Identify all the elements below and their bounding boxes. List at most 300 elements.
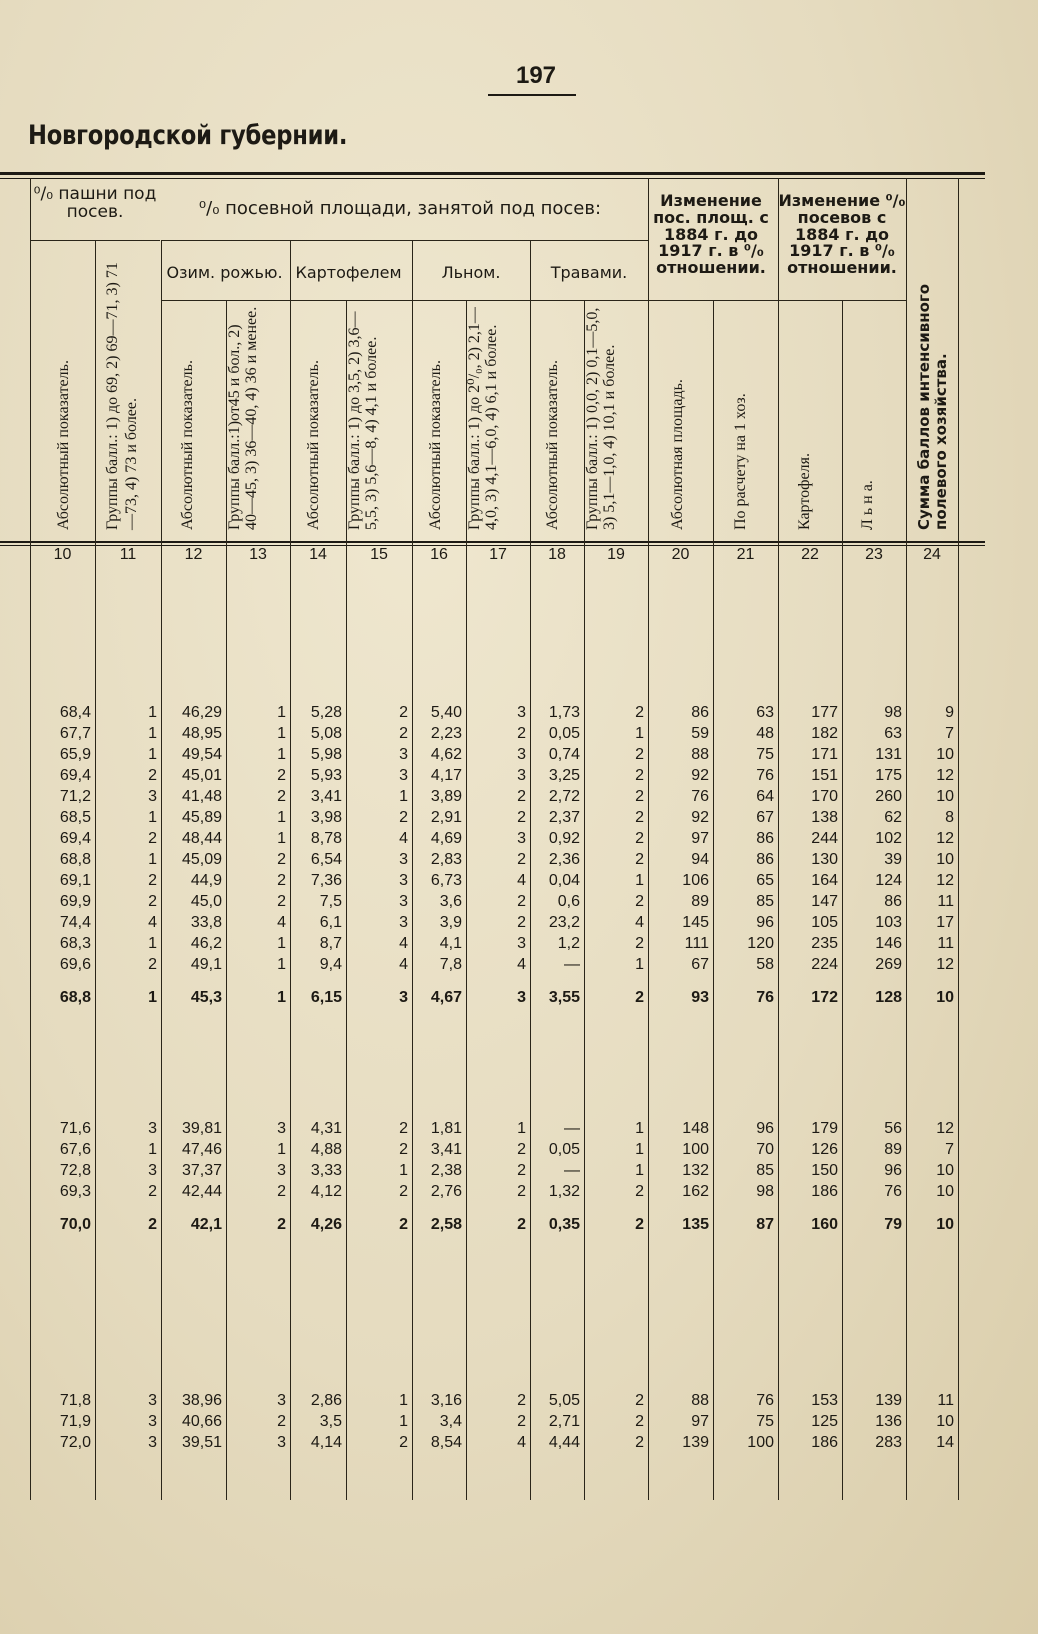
column-number: 10 [53, 546, 72, 563]
table-cell: 235 [811, 935, 838, 952]
table-cell: 68,3 [59, 935, 91, 952]
summary-cell: 76 [756, 989, 774, 1006]
table-cell: 1 [635, 1120, 644, 1137]
summary-cell: 4,26 [310, 1216, 342, 1233]
table-cell: 6,54 [310, 851, 342, 868]
table-cell: 49,54 [181, 746, 222, 763]
table-cell: 8,54 [430, 1434, 462, 1451]
table-cell: 89 [691, 893, 709, 910]
table-cell: 1 [399, 1162, 408, 1179]
table-cell: 2 [399, 1120, 408, 1137]
table-cell: 85 [756, 893, 774, 910]
table-cell: 3 [517, 704, 526, 721]
table-cell: 10 [936, 1183, 954, 1200]
table-cell: 97 [691, 1413, 709, 1430]
header-rye: Озим. рожью. [166, 263, 283, 282]
table-cell: 148 [682, 1120, 709, 1137]
table-cell: 2 [635, 746, 644, 763]
header-flax: Льном. [441, 263, 501, 282]
table-cell: 2,76 [430, 1183, 462, 1200]
table-cell: 1 [517, 1120, 526, 1137]
table-cell: 2 [517, 914, 526, 931]
table-cell: 11 [937, 935, 954, 952]
table-cell: 124 [875, 872, 902, 889]
table-cell: 45,0 [190, 893, 222, 910]
table-cell: 4,12 [310, 1183, 342, 1200]
table-cell: 94 [691, 851, 709, 868]
table-cell: 3 [517, 830, 526, 847]
table-cell: 98 [884, 704, 902, 721]
table-cell: 48,95 [181, 725, 222, 742]
table-cell: 1 [148, 704, 157, 721]
table-cell: 1 [148, 851, 157, 868]
table-cell: 3 [517, 767, 526, 784]
table-cell: 2 [517, 1183, 526, 1200]
table-cell: 145 [682, 914, 709, 931]
table-cell: 3 [399, 914, 408, 931]
table-cell: 2 [277, 788, 286, 805]
table-cell: 1,2 [557, 935, 580, 952]
table-cell: 12 [936, 830, 954, 847]
table-cell: 63 [756, 704, 774, 721]
table-cell: 1 [277, 809, 286, 826]
table-cell: 2,38 [430, 1162, 462, 1179]
table-cell: 48 [756, 725, 774, 742]
table-cell: 69,3 [59, 1183, 91, 1200]
table-cell: 98 [756, 1183, 774, 1200]
table-cell: 105 [811, 914, 838, 931]
table-cell: 2,37 [548, 809, 580, 826]
table-cell: 10 [936, 851, 954, 868]
column-number: 19 [607, 546, 625, 563]
table-cell: 1 [277, 956, 286, 973]
table-cell: 4 [635, 914, 644, 931]
header-per-farm: По расчету на 1 хоз. [732, 393, 749, 530]
table-cell: 111 [684, 935, 709, 952]
summary-cell: 42,1 [190, 1216, 222, 1233]
table-cell: 126 [811, 1141, 838, 1158]
table-cell: 1,73 [548, 704, 580, 721]
table-cell: 2 [635, 830, 644, 847]
table-cell: — [564, 1120, 580, 1137]
header-abs-area: Абсолютная площадь. [669, 379, 686, 530]
table-cell: 2,72 [548, 788, 580, 805]
table-cell: 88 [691, 1392, 709, 1409]
table-cell: 71,9 [59, 1413, 91, 1430]
table-cell: 47,46 [181, 1141, 222, 1158]
table-cell: 76 [691, 788, 709, 805]
table-cell: 86 [756, 830, 774, 847]
table-cell: 96 [756, 1120, 774, 1137]
summary-cell: 3 [399, 989, 408, 1006]
summary-cell: 2 [635, 989, 644, 1006]
table-cell: 2 [635, 851, 644, 868]
header-sown-area: ⁰/₀ посевной площади, занятой под посев: [198, 198, 602, 219]
table-cell: 4,88 [310, 1141, 342, 1158]
summary-cell: 2 [635, 1216, 644, 1233]
table-cell: 125 [811, 1413, 838, 1430]
table-cell: 10 [936, 746, 954, 763]
table-cell: 8,78 [310, 830, 342, 847]
table-cell: 2 [399, 1141, 408, 1158]
table-cell: 41,48 [181, 788, 222, 805]
column-number: 16 [430, 546, 448, 563]
table-cell: 2 [148, 893, 157, 910]
table-cell: 2 [148, 872, 157, 889]
table-cell: 2 [399, 704, 408, 721]
table-cell: 4,14 [310, 1434, 342, 1451]
table-cell: 0,92 [548, 830, 580, 847]
summary-cell: 3 [517, 989, 526, 1006]
table-cell: 45,89 [181, 809, 222, 826]
table-cell: 186 [811, 1183, 838, 1200]
summary-cell: 0,35 [548, 1216, 580, 1233]
summary-cell: 10 [936, 1216, 954, 1233]
table-cell: 68,8 [59, 851, 91, 868]
table-cell: 68,4 [59, 704, 91, 721]
header-grass: Травами. [550, 263, 628, 282]
column-number: 21 [736, 546, 755, 563]
table-cell: 3,41 [310, 788, 342, 805]
table-cell: 12 [936, 767, 954, 784]
summary-cell: 2,58 [430, 1216, 462, 1233]
table-cell: 2 [148, 767, 157, 784]
table-cell: 2 [517, 809, 526, 826]
table-cell: 67,7 [59, 725, 91, 742]
table-cell: 23,2 [548, 914, 580, 931]
table-cell: 2 [277, 893, 286, 910]
summary-cell: 1 [148, 989, 157, 1006]
table-cell: 106 [682, 872, 709, 889]
table-cell: 260 [875, 788, 902, 805]
table-cell: 3 [277, 1434, 286, 1451]
table-cell: 6,1 [319, 914, 342, 931]
table-cell: 1 [277, 830, 286, 847]
table-cell: 2 [635, 1434, 644, 1451]
table-cell: 2,86 [310, 1392, 342, 1409]
column-number: 24 [923, 546, 941, 563]
table-cell: 139 [875, 1392, 902, 1409]
table-cell: 175 [875, 767, 902, 784]
table-cell: 102 [875, 830, 902, 847]
table-cell: 1 [148, 725, 157, 742]
table-cell: 1 [148, 809, 157, 826]
table-cell: 3,5 [319, 1413, 342, 1430]
header-grass-groups: Группы балл.: 1) 0,0, 2) 0,1—5,0, 3) 5,1—1,0, 4) 10,1 и более. [584, 307, 618, 530]
table-cell: 42,44 [181, 1183, 222, 1200]
table-cell: 75 [756, 746, 774, 763]
table-cell: 1 [635, 1162, 644, 1179]
summary-cell: 172 [811, 989, 838, 1006]
table-cell: 0,05 [548, 725, 580, 742]
table-cell: 150 [811, 1162, 838, 1179]
table-cell: 2 [148, 1183, 157, 1200]
summary-cell: 79 [884, 1216, 902, 1233]
table-cell: 0,6 [557, 893, 580, 910]
table-cell: 1 [148, 1141, 157, 1158]
table-cell: 48,44 [181, 830, 222, 847]
column-number: 13 [249, 546, 267, 563]
table-cell: 138 [811, 809, 838, 826]
table-cell: 3,4 [439, 1413, 462, 1430]
table-cell: 89 [884, 1141, 902, 1158]
table-cell: 39 [884, 851, 902, 868]
table-cell: 7,36 [310, 872, 342, 889]
column-number: 22 [801, 546, 819, 563]
top-rule [0, 172, 985, 175]
table-cell: 103 [875, 914, 902, 931]
table-cell: 2 [635, 1413, 644, 1430]
table-cell: 5,98 [310, 746, 342, 763]
table-cell: 2 [148, 830, 157, 847]
table-cell: 7 [945, 1141, 954, 1158]
header-flax-groups: Группы балл.: 1) до 2⁰/₀, 2) 2,1—4,0, 3) 4,1—6,0, 4) 6,1 и более. [466, 307, 500, 530]
header-arable-groups: Группы балл.: 1) до 69, 2) 69—71, 3) 71—73, 4) 73 и более. [104, 262, 140, 530]
table-cell: 2 [635, 1392, 644, 1409]
table-cell: 2 [399, 1183, 408, 1200]
page-title: Новгородской губернии. [28, 120, 348, 151]
table-cell: 1 [635, 956, 644, 973]
table-cell: 11 [937, 1392, 954, 1409]
table-cell: 72,8 [59, 1162, 91, 1179]
table-cell: 1 [399, 1413, 408, 1430]
table-cell: 2 [517, 1392, 526, 1409]
table-cell: 2 [635, 767, 644, 784]
page-number: 197 [515, 62, 557, 89]
table-cell: 162 [682, 1183, 709, 1200]
table-cell: 2 [517, 1141, 526, 1158]
column-number: 20 [671, 546, 690, 563]
table-cell: 3 [517, 935, 526, 952]
table-cell: 2 [399, 809, 408, 826]
table-cell: 2,23 [430, 725, 462, 742]
table-cell: 1 [277, 704, 286, 721]
table-cell: 69,6 [59, 956, 91, 973]
table-cell: 1 [399, 788, 408, 805]
table-cell: — [564, 1162, 580, 1179]
table-cell: 3,98 [310, 809, 342, 826]
column-rule [958, 178, 959, 1500]
page-number-rule [488, 94, 576, 96]
table-cell: 76 [756, 1392, 774, 1409]
summary-cell: 45,3 [190, 989, 222, 1006]
table-cell: 65,9 [59, 746, 91, 763]
column-number: 18 [548, 546, 566, 563]
table-cell: 2 [277, 872, 286, 889]
table-cell: 3,16 [430, 1392, 462, 1409]
header-rye-abs: Абсолютный показатель. [179, 360, 196, 530]
table-cell: 46,2 [190, 935, 222, 952]
table-cell: 39,51 [181, 1434, 222, 1451]
table-cell: 5,28 [310, 704, 342, 721]
table-cell: 5,08 [310, 725, 342, 742]
table-cell: 4,62 [430, 746, 462, 763]
table-cell: 3 [148, 1162, 157, 1179]
header-potato-groups: Группы балл.: 1) до 3,5, 2) 3,6—5,5, 3) 5,6—8, 4) 4,1 и более. [346, 311, 380, 530]
table-cell: 59 [691, 725, 709, 742]
summary-cell: 128 [875, 989, 902, 1006]
table-cell: 120 [747, 935, 774, 952]
header-arable-abs: Абсолютный показатель. [55, 360, 72, 530]
table-cell: 3,25 [548, 767, 580, 784]
summary-cell: 68,8 [59, 989, 91, 1006]
table-cell: 67 [691, 956, 709, 973]
table-cell: 4 [517, 1434, 526, 1451]
table-cell: 2 [399, 1434, 408, 1451]
table-cell: 92 [691, 767, 709, 784]
summary-cell: 93 [691, 989, 709, 1006]
table-cell: 1,81 [430, 1120, 462, 1137]
summary-cell: 160 [811, 1216, 838, 1233]
table-cell: 3 [277, 1120, 286, 1137]
table-cell: 269 [875, 956, 902, 973]
table-cell: 86 [756, 851, 774, 868]
table-cell: 70 [756, 1141, 774, 1158]
table-cell: 3 [148, 788, 157, 805]
table-cell: 71,8 [59, 1392, 91, 1409]
header-rye-groups: Группы балл.:1)от45 и бол., 2) 40—45, 3) 36—40, 4) 36 и менее. [226, 306, 260, 530]
summary-cell: 6,15 [310, 989, 342, 1006]
summary-cell: 2 [399, 1216, 408, 1233]
table-cell: 179 [811, 1120, 838, 1137]
table-cell: 45,09 [181, 851, 222, 868]
table-cell: 2 [277, 851, 286, 868]
summary-cell: 4,67 [430, 989, 462, 1006]
table-cell: 67,6 [59, 1141, 91, 1158]
table-cell: 9 [945, 704, 954, 721]
table-cell: 74,4 [59, 914, 91, 931]
table-cell: 4 [399, 956, 408, 973]
table-cell: 4,1 [439, 935, 462, 952]
table-cell: 130 [811, 851, 838, 868]
table-cell: 69,1 [59, 872, 91, 889]
table-cell: 64 [756, 788, 774, 805]
table-cell: 4 [148, 914, 157, 931]
table-cell: 2 [148, 956, 157, 973]
table-cell: 8,7 [319, 935, 342, 952]
table-cell: 177 [811, 704, 838, 721]
table-cell: 2 [635, 1183, 644, 1200]
table-cell: 69,4 [59, 830, 91, 847]
table-cell: 1 [277, 725, 286, 742]
header-flax-change: Л ь н а. [859, 480, 876, 530]
table-cell: 68,5 [59, 809, 91, 826]
table-cell: 11 [937, 893, 954, 910]
table-cell: 2 [399, 725, 408, 742]
table-cell: 85 [756, 1162, 774, 1179]
table-cell: 182 [811, 725, 838, 742]
table-cell: 3 [399, 767, 408, 784]
table-cell: 1 [635, 872, 644, 889]
table-cell: 3 [277, 1392, 286, 1409]
table-cell: 2 [517, 725, 526, 742]
table-cell: 2 [635, 809, 644, 826]
table-cell: 17 [936, 914, 954, 931]
table-cell: 4,44 [548, 1434, 580, 1451]
header-grass-abs: Абсолютный показатель. [544, 360, 561, 530]
header-bottom-rule [0, 541, 985, 543]
table-cell: 7 [945, 725, 954, 742]
table-cell: 3 [399, 872, 408, 889]
table-cell: 224 [811, 956, 838, 973]
table-cell: 1 [635, 725, 644, 742]
table-cell: 39,81 [181, 1120, 222, 1137]
table-cell: 2 [517, 788, 526, 805]
table-cell: 75 [756, 1413, 774, 1430]
table-cell: 4,17 [430, 767, 462, 784]
table-cell: 4 [399, 830, 408, 847]
column-number: 23 [865, 546, 883, 563]
table-cell: 71,2 [59, 788, 91, 805]
table-cell: 97 [691, 830, 709, 847]
table-cell: 1 [148, 746, 157, 763]
table-cell: 2,91 [430, 809, 462, 826]
table-cell: 0,04 [548, 872, 580, 889]
header-arable: ⁰/₀ пашни под посев. [33, 184, 157, 222]
table-cell: 164 [811, 872, 838, 889]
table-cell: 49,1 [190, 956, 222, 973]
column-number: 11 [119, 546, 137, 563]
column-number: 17 [489, 546, 507, 563]
table-cell: 2,83 [430, 851, 462, 868]
table-cell: 62 [884, 809, 902, 826]
table-cell: 2,36 [548, 851, 580, 868]
table-cell: 283 [875, 1434, 902, 1451]
table-cell: 38,96 [181, 1392, 222, 1409]
table-cell: 67 [756, 809, 774, 826]
summary-cell: 1 [277, 989, 286, 1006]
table-cell: 3 [399, 893, 408, 910]
header-potato-abs: Абсолютный показатель. [305, 360, 322, 530]
summary-cell: 2 [517, 1216, 526, 1233]
summary-cell: 2 [277, 1216, 286, 1233]
table-cell: 76 [756, 767, 774, 784]
table-cell: 8 [945, 809, 954, 826]
table-cell: 170 [811, 788, 838, 805]
summary-cell: 87 [756, 1216, 774, 1233]
table-cell: 3 [399, 851, 408, 868]
table-cell: 4 [277, 914, 286, 931]
table-cell: 2 [517, 851, 526, 868]
table-cell: 10 [936, 1413, 954, 1430]
table-cell: 2 [277, 767, 286, 784]
table-cell: 10 [936, 1162, 954, 1179]
table-cell: 1 [277, 935, 286, 952]
table-cell: 0,05 [548, 1141, 580, 1158]
table-cell: 76 [884, 1183, 902, 1200]
table-cell: 44,9 [190, 872, 222, 889]
table-cell: 69,4 [59, 767, 91, 784]
table-cell: 1 [635, 1141, 644, 1158]
table-cell: 4,69 [430, 830, 462, 847]
table-cell: 86 [884, 893, 902, 910]
table-cell: 100 [682, 1141, 709, 1158]
table-cell: 3,6 [439, 893, 462, 910]
table-cell: 1 [277, 746, 286, 763]
table-cell: 33,8 [190, 914, 222, 931]
header-potato-change: Картофеля. [796, 453, 813, 530]
table-cell: 2 [635, 704, 644, 721]
summary-cell: 3,55 [548, 989, 580, 1006]
table-cell: 3,41 [430, 1141, 462, 1158]
table-cell: 14 [936, 1434, 954, 1451]
summary-cell: 2 [148, 1216, 157, 1233]
table-cell: 46,29 [181, 704, 222, 721]
table-cell: 153 [811, 1392, 838, 1409]
table-cell: 151 [811, 767, 838, 784]
table-cell: 2 [277, 1413, 286, 1430]
table-cell: 12 [936, 956, 954, 973]
